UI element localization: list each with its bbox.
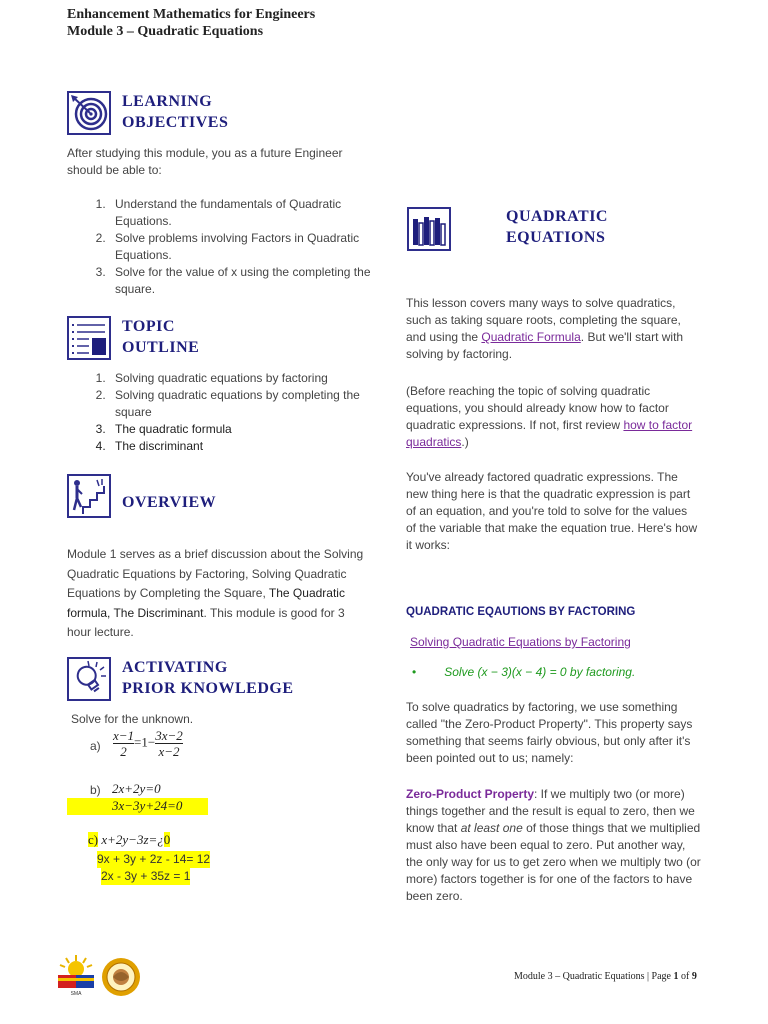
list-item: 4. The discriminant [109,438,389,455]
learning-intro: After studying this module, you as a future Engineer should be able to: [67,146,343,177]
list-item: 1. Solving quadratic equations by factoring [109,370,389,387]
item-a-label: a) [90,739,101,753]
list-item: 1. Understand the fundamentals of Quadratic Equations. [109,196,389,230]
page-total: 9 [691,971,697,982]
quadratic-equations-title: QUADRATIC EQUATIONS [506,208,608,246]
topic-outline-title: TOPIC OUTLINE [122,318,200,356]
zero-product-label: Zero-Product Property [406,787,535,801]
equation-b1: 2x+2y=0 [112,781,161,796]
item-b-label: b) [90,783,101,797]
seal-logo [101,957,141,997]
school-logo [55,953,97,997]
list-item: 2. Solving quadratic equations by completing the square [109,387,389,421]
bookshelf-icon [407,207,451,251]
objectives-list [85,196,389,298]
example-bullet: • Solve (x − 3)(x − 4) = 0 by factoring. [412,665,636,679]
list-item: 3. The quadratic formula [109,421,389,438]
module-title: Module 3 – Quadratic Equations [67,24,264,39]
factoring-subheading: QUADRATIC EQAUTIONS BY FACTORING [406,606,636,618]
stairs-climber-icon [67,474,111,518]
activity-prompt: Solve for the unknown. [71,712,194,726]
list-item: 2. Solve problems involving Factors in Quadratic Equations. [109,230,389,264]
equation-a: $\frac{x-1}{2}$ =1− $\frac{3x-2}{x-2}$ [113,728,183,759]
list-item: 3. Solve for the value of x using the completing the square. [109,264,389,298]
solving-by-factoring-link[interactable]: Solving Quadratic Equations by Factoring [410,635,631,649]
quadratic-formula-link[interactable]: Quadratic Formula [481,330,581,344]
page-number: 1 [673,971,679,982]
document-header [67,6,315,40]
activating-prior-knowledge-title: ACTIVATING PRIOR KNOWLEDGE [122,659,294,697]
highlighted-equation-b2: 3x−3y+24=0 [67,798,208,815]
explanation-paragraph: You've already factored quadratic expressions. The new thing here is that the quadratic expression is part of an equation, and you're told to solve for the values of the variable that make the equation true. Here's how it works: [406,470,698,552]
zero-product-intro: To solve quadratics by factoring, we use something called "the Zero-Product Property". This property says something that seems fairly obvious, but only after it's been pointed out to us; namely: [406,700,693,765]
overview-text: Module 1 serves as a brief discussion about the Solving Quadratic Equations by Factoring, Solving Quadratic Equations by Completing the Square, The Quadratic formula, The Discriminant. This module is good for 3 hour lecture. [67,547,364,639]
outline-icon [67,316,111,360]
highlighted-equation-c3: 2x - 3y + 35z = 1 [101,869,191,883]
prerequisite-paragraph: (Before reaching the topic of solving quadratic equations, you should already know how to factor quadratic expressions. If not, first review how to factor quadratics.) [406,384,693,449]
svg-text:SMA: SMA [70,991,82,997]
zero-product-paragraph: Zero-Product Property: If we multiply two (or more) things together and the result is equal to zero, then we know that at least one of those things that we multiplied must also have been equal to zero. Put another way, the only way for us to get zero when we multiply two (or more) factors together is for one of the factors to have been zero. [406,787,701,903]
page-footer: Module 3 – Quadratic Equations | Page 1 of 9 [514,971,697,982]
equation-c1: c) x+2y−3z=¿0 [88,832,171,847]
learning-objectives-title: LEARNING OBJECTIVES [122,93,229,131]
topic-list [85,370,389,455]
factor-quadratics-link[interactable]: how to factor quadratics [406,418,693,449]
lesson-intro-paragraph: This lesson covers many ways to solve quadratics, such as taking square roots, completing the square, and using the Quadratic Formula. But we'll start with solving by factoring. [406,296,684,361]
overview-title: OVERVIEW [122,494,217,511]
lightbulb-icon [67,657,111,701]
highlighted-equation-c2: 9x + 3y + 2z - 14= 12 [97,852,211,866]
course-title: Enhancement Mathematics for Engineers [67,7,316,22]
target-icon [67,91,111,135]
